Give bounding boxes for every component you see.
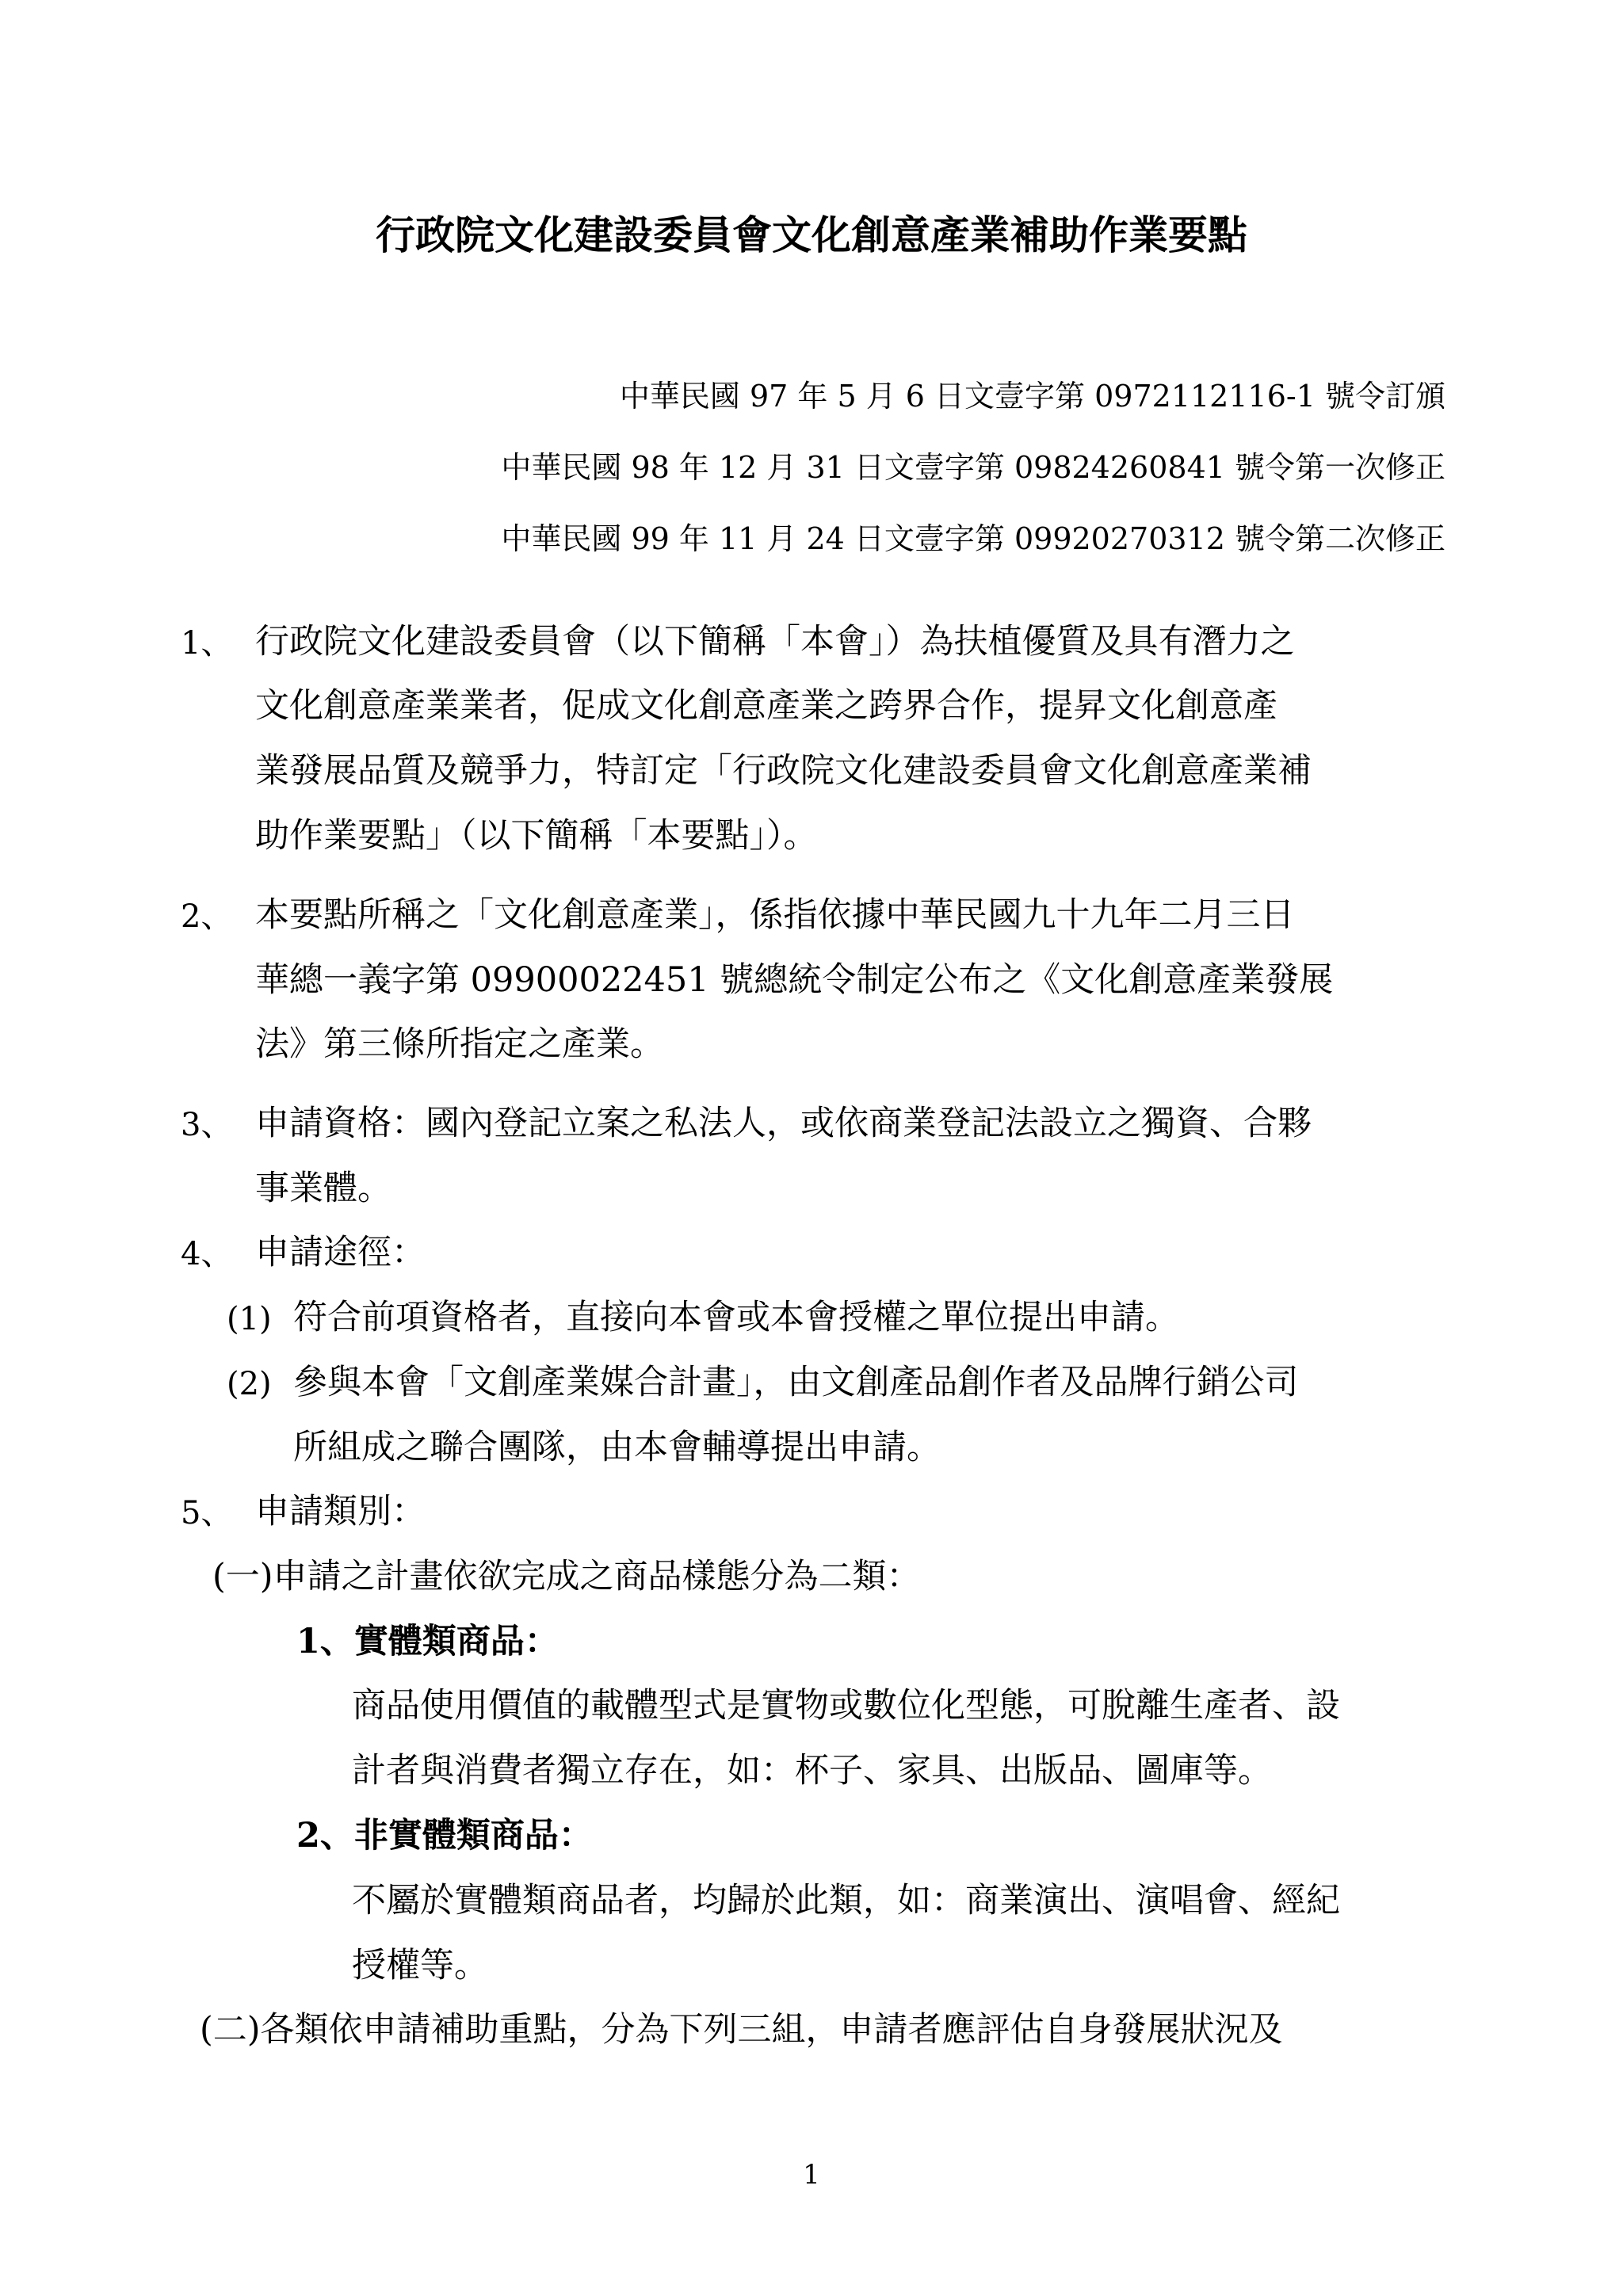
article-text-line: 助作業要點」（以下簡稱「本要點」）。 [255, 816, 818, 856]
article-number: 1、 [181, 625, 233, 662]
article-text-line: 本要點所稱之「文化創意產業」，係指依據中華民國九十九年二月三日 [255, 895, 1295, 935]
article-text-line: 華總一義字第 09900022451 號總統令制定公布之《文化創意產業發展 [255, 960, 1334, 1000]
decree-line: 中華民國 99 年 11 月 24 日文壹字第 09920270312 號令第二次修正 [501, 521, 1445, 556]
page-title: 行政院文化建設委員會文化創意產業補助作業要點 [376, 212, 1247, 258]
decree-line: 中華民國 98 年 12 月 31 日文壹字第 09824260841 號令第一次修正 [501, 450, 1445, 485]
article-number: 4、 [181, 1236, 233, 1272]
section-heading: (二)各類依申請補助重點，分為下列三組，申請者應評估自身發展狀況及 [200, 2010, 1283, 2050]
sub-item-number: (1) [227, 1301, 272, 1337]
article-text-line: 申請資格：國內登記立案之私法人，或依商業登記法設立之獨資、合夥 [255, 1104, 1312, 1143]
sub-item-number: (2) [227, 1366, 272, 1402]
sub-item-text-line: 參與本會「文創產業媒合計畫」，由文創產品創作者及品牌行銷公司 [293, 1363, 1299, 1402]
category-text-line: 授權等。 [352, 1946, 488, 1985]
decree-history [501, 360, 1445, 574]
category-heading: 2、非實體類商品： [296, 1816, 593, 1855]
category-text-line: 商品使用價值的載體型式是實物或數位化型態，可脫離生產者、設 [352, 1686, 1340, 1726]
article-number: 5、 [181, 1495, 233, 1531]
article-text-line: 文化創意產業業者，促成文化創意產業之跨界合作，提昇文化創意產 [255, 686, 1277, 726]
category-text-line: 計者與消費者獨立存在，如：杯子、家具、出版品、圖庫等。 [352, 1751, 1272, 1791]
sub-item-text-line: 所組成之聯合團隊，由本會輔導提出申請。 [293, 1428, 941, 1467]
article-text-line: 法》第三條所指定之產業。 [255, 1024, 664, 1064]
category-heading: 1、實體類商品： [296, 1622, 559, 1661]
article-number: 2、 [181, 898, 233, 935]
page-number: 1 [803, 2159, 820, 2191]
article-text-line: 業發展品質及競爭力，特訂定「行政院文化建設委員會文化創意產業補 [255, 751, 1312, 791]
sub-item-text-line: 符合前項資格者，直接向本會或本會授權之單位提出申請。 [293, 1298, 1179, 1337]
article-text-line: 行政院文化建設委員會（以下簡稱「本會」）為扶植優質及具有潛力之 [255, 622, 1295, 662]
category-text-line: 不屬於實體類商品者，均歸於此類，如：商業演出、演唱會、經紀 [352, 1881, 1340, 1920]
article-text-line: 申請途徑： [255, 1233, 426, 1272]
article-number: 3、 [181, 1107, 233, 1143]
article-text-line: 事業體。 [255, 1169, 391, 1208]
section-heading: (一)申請之計畫依欲完成之商品樣態分為二類： [212, 1557, 921, 1596]
decree-line: 中華民國 97 年 5 月 6 日文壹字第 0972112116-1 號令訂頒 [619, 379, 1445, 414]
article-text-line: 申請類別： [255, 1492, 426, 1531]
